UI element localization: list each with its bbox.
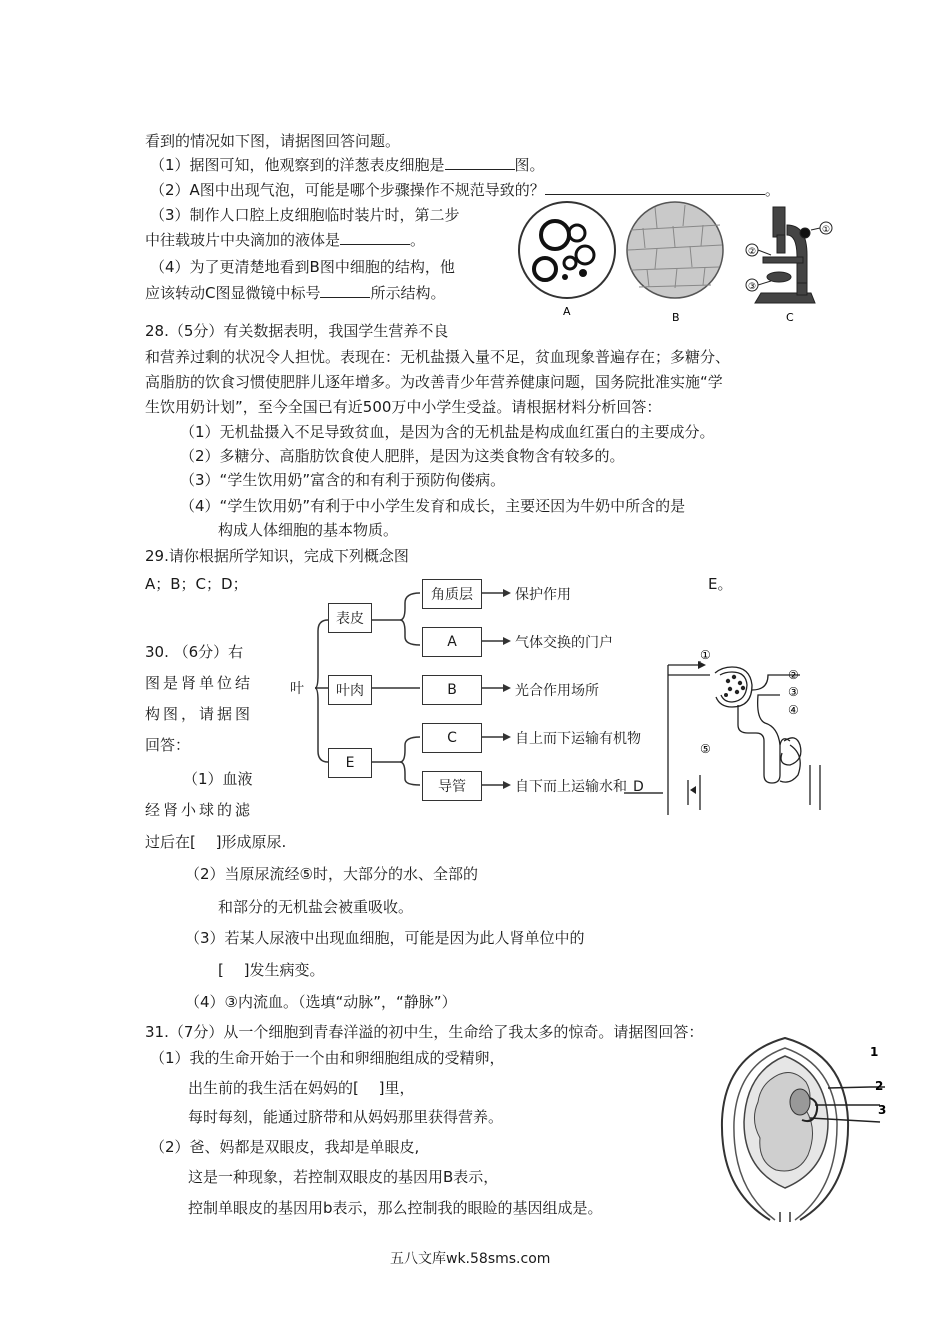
answer-blank[interactable] xyxy=(445,155,515,170)
concept-function-2: 气体交换的门户 xyxy=(515,635,613,651)
q31-item-2-line2: 这是一种现象，若控制双眼皮的基因用B表示， xyxy=(188,1168,499,1186)
concept-box-biaopi: 表皮 xyxy=(328,603,372,633)
figure-marker-1: ① xyxy=(822,225,831,235)
nephron-marker-3: ③ xyxy=(788,685,799,699)
q30-item-4: （4）③内流血。（选填“动脉”，“静脉”） xyxy=(185,993,457,1011)
figure-marker-2: ② xyxy=(748,247,757,257)
q29-title: 29.请你根据所学知识，完成下列概念图 xyxy=(145,547,409,565)
concept-function-3: 光合作用场所 xyxy=(515,683,599,699)
page-footer: 五八文库wk.58sms.com xyxy=(390,1251,551,1267)
q29-answer-e: E。 xyxy=(708,575,733,593)
q27-figure xyxy=(515,195,845,330)
q31-item-1-line3: 每时每刻，能通过脐带和从妈妈那里获得营养。 xyxy=(188,1108,504,1126)
q28-item-4-line2: 构成人体细胞的基本物质。 xyxy=(218,521,399,539)
concept-function-4: 自上而下运输有机物 xyxy=(515,731,641,747)
concept-box-e: E xyxy=(328,748,372,778)
q27-item-3-text: 中往载玻片中央滴加的液体是 xyxy=(145,231,341,249)
q27-item-4-line2 xyxy=(145,283,446,303)
concept-box-c: C xyxy=(422,723,482,753)
concept-root-leaf: 叶 xyxy=(290,681,304,697)
q27-item-4-text: 应该转动C图显微镜中标号 xyxy=(145,284,321,302)
concept-box-a: A xyxy=(422,627,482,657)
q28-line-3: 高脂肪的饮食习惯使肥胖儿逐年增多。为改善青少年营养健康问题，国务院批准实施“学 xyxy=(145,373,723,391)
q27-item-2-end: 。 xyxy=(764,181,780,199)
q30-line-4: 回答： xyxy=(145,736,191,754)
concept-function-5-text: 自下而上运输水和 xyxy=(515,779,627,795)
nephron-marker-4: ④ xyxy=(788,703,799,717)
q28-item-2: （2）多糖分、高脂肪饮食使人肥胖，是因为这类食物含有较多的。 xyxy=(180,447,625,465)
concept-function-1: 保护作用 xyxy=(515,587,571,603)
q31-item-1-line1: （1）我的生命开始于一个由和卵细胞组成的受精卵， xyxy=(150,1049,505,1067)
nephron-marker-2: ② xyxy=(788,668,799,682)
concept-box-daoguan: 导管 xyxy=(422,771,482,801)
microscope-c xyxy=(755,207,815,303)
q27-item-1-end: 图。 xyxy=(514,156,545,174)
q28-item-3: （3）“学生饮用奶”富含的和有利于预防佝偻病。 xyxy=(180,471,506,489)
q28-line-4: 生饮用奶计划”，至今全国已有近500万中小学生受益。请根据材料分析回答： xyxy=(145,398,662,416)
q27-item-3-end: 。 xyxy=(410,231,426,249)
answer-blank[interactable] xyxy=(340,230,410,245)
nephron-marker-5: ⑤ xyxy=(700,742,711,756)
concept-function-5 xyxy=(515,776,644,796)
q31-item-1-line2: 出生前的我生活在妈妈的[ ]里， xyxy=(188,1079,415,1097)
q27-item-4-line1: （4）为了更清楚地看到B图中细胞的结构，他 xyxy=(150,258,455,276)
q31-item-2-line3: 控制单眼皮的基因用b表示，那么控制我的眼睑的基因组成是。 xyxy=(188,1199,603,1217)
q30-item-3-line1: （3）若某人尿液中出现血细胞，可能是因为此人肾单位中的 xyxy=(185,929,585,947)
q27-item-1-text: （1）据图可知，他观察到的洋葱表皮细胞是 xyxy=(150,156,445,174)
q28-line-1: 28.（5分）有关数据表明，我国学生营养不良 xyxy=(145,322,449,340)
figure-label-b: B xyxy=(672,311,680,324)
uterus-marker-2: 2 xyxy=(875,1079,884,1093)
q31-item-2-line1: （2）爸、妈都是双眼皮，我却是单眼皮, xyxy=(150,1138,420,1156)
figure-label-a: A xyxy=(563,305,571,318)
concept-box-jiaozhi: 角质层 xyxy=(422,579,482,609)
answer-blank[interactable] xyxy=(320,283,370,298)
q28-item-1: （1）无机盐摄入不足导致贫血，是因为含的无机盐是构成血红蛋白的主要成分。 xyxy=(180,423,715,441)
nephron-marker-1: ① xyxy=(700,648,711,662)
q30-line-7: 过后在[ ]形成原尿. xyxy=(145,833,287,851)
q27-item-4-end: 所示结构。 xyxy=(370,284,446,302)
q29-answers: A；B；C；D； xyxy=(145,575,248,593)
concept-label-d: D xyxy=(633,779,644,795)
concept-box-b: B xyxy=(422,675,482,705)
q27-intro: 看到的情况如下图，请据图回答问题。 xyxy=(145,132,401,150)
bubble-view-a xyxy=(519,202,615,298)
uterus-marker-1: 1 xyxy=(870,1045,879,1059)
q30-line-2: 图是肾单位结 xyxy=(145,674,254,692)
q27-item-1 xyxy=(150,155,545,175)
q30-item-3-line2: [ ]发生病变。 xyxy=(218,961,325,979)
q30-item-2-line1: （2）当原尿流经⑤时，大部分的水、全部的 xyxy=(185,865,478,883)
figure-marker-3: ③ xyxy=(748,282,757,292)
q30-item-2-line2: 和部分的无机盐会被重吸收。 xyxy=(218,898,414,916)
q30-line-6: 经肾小球的滤 xyxy=(145,801,254,819)
q27-item-3-line1: （3）制作人口腔上皮细胞临时装片时，第二步 xyxy=(150,206,460,224)
nephron-figure xyxy=(660,645,835,820)
q30-line-5: （1）血液 xyxy=(183,770,253,788)
q27-item-3-line2 xyxy=(145,230,425,250)
q28-item-4-line1: （4）“学生饮用奶”有利于中小学生发育和成长，主要还因为牛奶中所含的是 xyxy=(180,497,686,515)
q27-item-2-text: （2）A图中出现气泡，可能是哪个步骤操作不规范导致的？ xyxy=(150,181,545,199)
q30-line-3: 构图，请据图 xyxy=(145,705,254,723)
onion-cell-view-b xyxy=(627,202,723,298)
concept-box-yerou: 叶肉 xyxy=(328,675,372,705)
uterus-figure xyxy=(710,1030,900,1225)
uterus-marker-3: 3 xyxy=(878,1103,887,1117)
q28-line-2: 和营养过剩的状况令人担忧。表现在：无机盐摄入量不足，贫血现象普遍存在；多糖分、 xyxy=(145,348,731,366)
q30-line-1: 30. （6分）右 xyxy=(145,643,244,661)
q31-title: 31.（7分）从一个细胞到青春洋溢的初中生，生命给了我太多的惊奇。请据图回答： xyxy=(145,1023,704,1041)
answer-blank[interactable] xyxy=(545,180,765,195)
figure-label-c: C xyxy=(786,311,794,324)
